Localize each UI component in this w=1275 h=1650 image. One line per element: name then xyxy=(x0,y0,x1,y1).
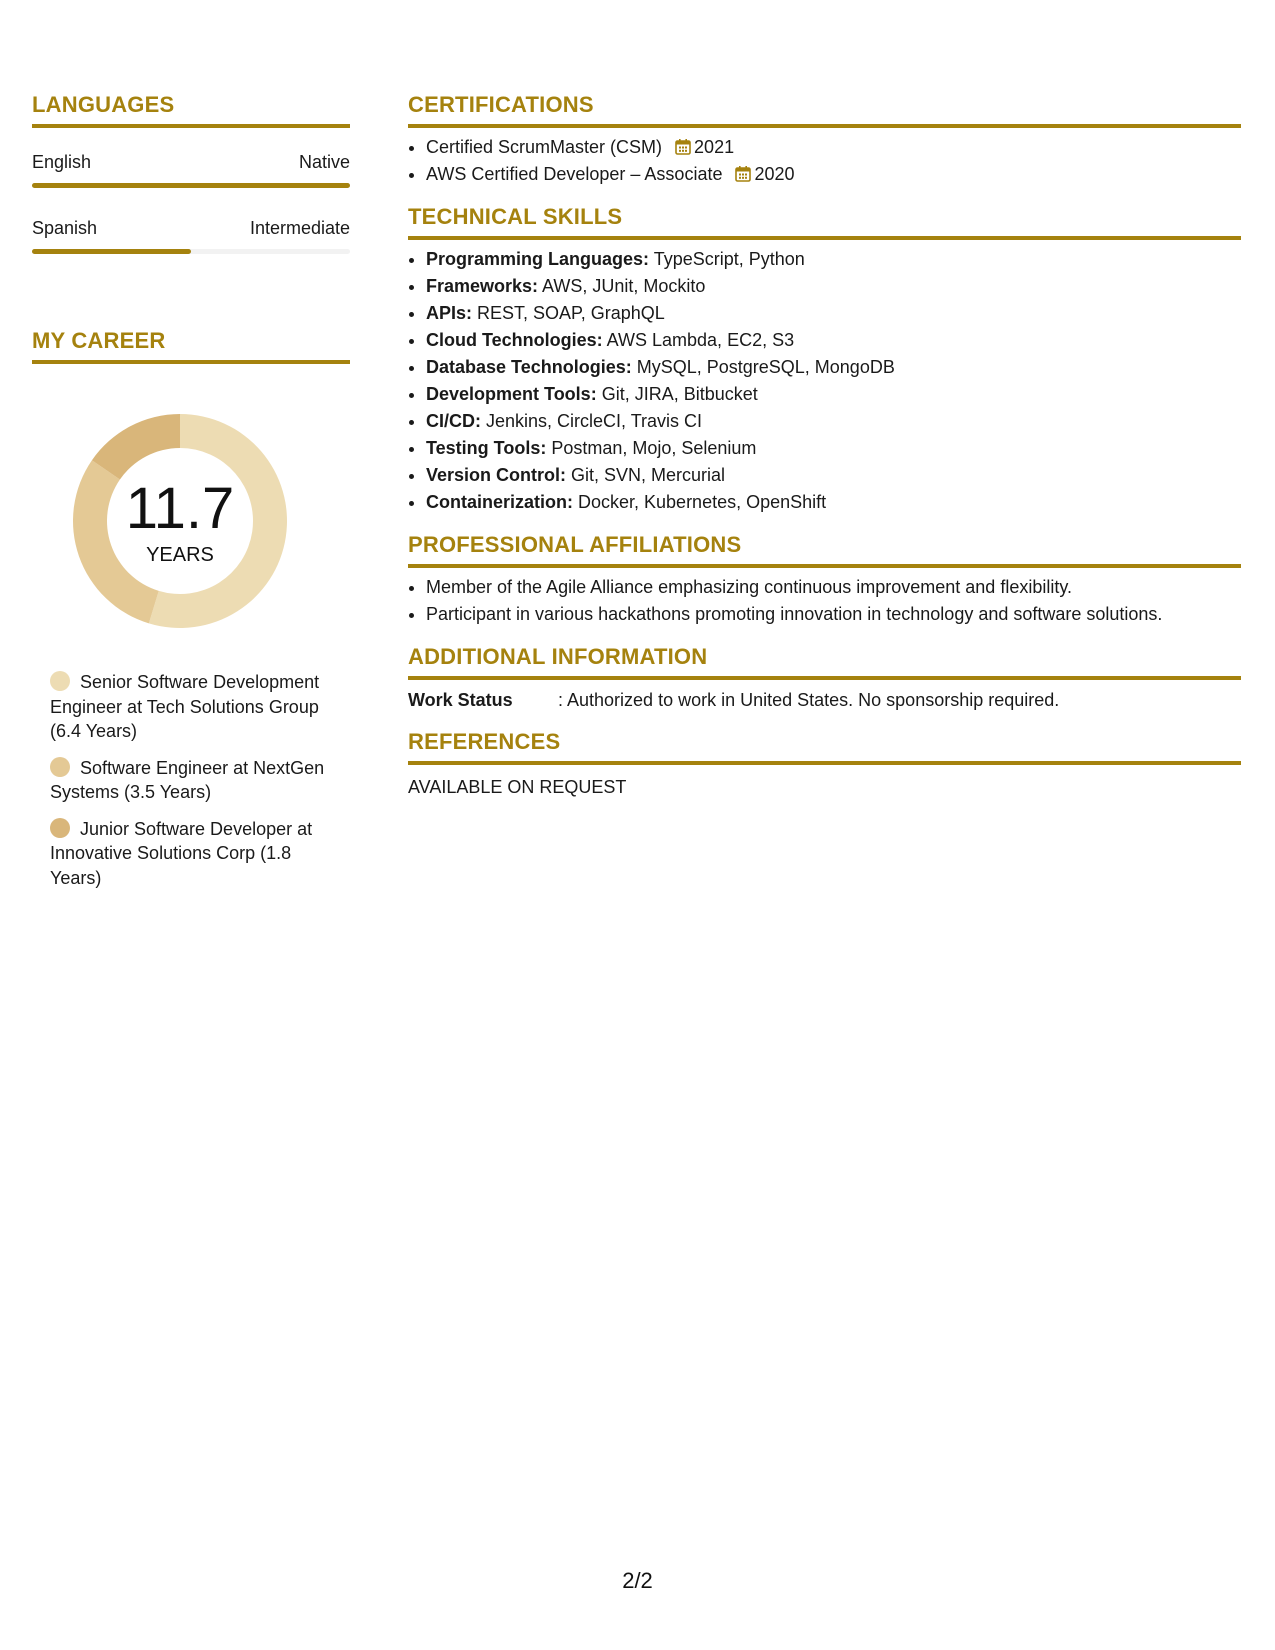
skill-value: AWS, JUnit, Mockito xyxy=(538,276,706,296)
career-legend-item xyxy=(50,670,340,744)
skill-label: Cloud Technologies: xyxy=(426,330,603,350)
work-status-label: Work Status xyxy=(408,690,513,710)
calendar-icon xyxy=(735,165,751,182)
skill-item xyxy=(426,408,1241,435)
language-item xyxy=(32,218,350,254)
skill-value: TypeScript, Python xyxy=(649,249,805,269)
certification-name: Certified ScrumMaster (CSM) xyxy=(426,137,663,157)
legend-dot xyxy=(50,757,70,777)
career-legend-item xyxy=(50,756,340,805)
career-legend-item xyxy=(50,817,340,891)
certification-item xyxy=(426,161,1241,188)
career-legend-label: Senior Software Development Engineer at Tech Solutions Group (6.4 Years) xyxy=(50,672,320,741)
certifications-list xyxy=(408,134,1241,188)
certifications-section xyxy=(408,92,1241,188)
skill-label: Containerization: xyxy=(426,492,573,512)
skill-item xyxy=(426,462,1241,489)
languages-section xyxy=(32,92,350,254)
work-status-value: : Authorized to work in United States. No sponsorship required. xyxy=(558,690,1060,710)
left-column xyxy=(32,0,350,902)
skill-value: Git, JIRA, Bitbucket xyxy=(596,384,758,404)
skill-value: MySQL, PostgreSQL, MongoDB xyxy=(631,357,895,377)
skill-label: Frameworks: xyxy=(426,276,539,296)
references-title: REFERENCES xyxy=(408,729,1241,765)
career-legend xyxy=(50,670,340,890)
skill-label: Database Technologies: xyxy=(426,357,632,377)
career-section xyxy=(32,328,350,890)
certifications-title: CERTIFICATIONS xyxy=(408,92,1241,128)
skill-label: Testing Tools: xyxy=(426,438,547,458)
affiliation-item: • Participant in various hackathons promoting innovation in technology and software solutions. xyxy=(426,601,1241,628)
right-column xyxy=(408,0,1241,798)
affiliations-section xyxy=(408,532,1241,628)
skill-value: Docker, Kubernetes, OpenShift xyxy=(573,492,827,512)
skill-value: Jenkins, CircleCI, Travis CI xyxy=(481,411,703,431)
career-donut-chart xyxy=(67,408,293,634)
work-status-row xyxy=(408,690,1241,711)
language-level-bar xyxy=(32,249,350,254)
skill-item xyxy=(426,273,1241,300)
languages-title: LANGUAGES xyxy=(32,92,350,128)
career-total-years: 11.7 xyxy=(125,475,235,541)
career-years-label: YEARS xyxy=(146,543,214,566)
skill-label: Development Tools: xyxy=(426,384,597,404)
language-level-bar xyxy=(32,183,350,188)
additional-info-section xyxy=(408,644,1241,711)
legend-dot xyxy=(50,818,70,838)
affiliations-title: PROFESSIONAL AFFILIATIONS xyxy=(408,532,1241,568)
skill-item xyxy=(426,300,1241,327)
language-name: English xyxy=(32,152,92,172)
certification-year: 2020 xyxy=(754,164,795,184)
skill-item xyxy=(426,246,1241,273)
career-title: MY CAREER xyxy=(32,328,350,364)
affiliations-list xyxy=(408,574,1241,628)
skills-section xyxy=(408,204,1241,516)
skill-value: Postman, Mojo, Selenium xyxy=(546,438,757,458)
certification-year: 2021 xyxy=(694,137,735,157)
language-level-fill xyxy=(32,183,350,188)
certification-item xyxy=(426,134,1241,161)
language-item xyxy=(32,152,350,188)
additional-info-title: ADDITIONAL INFORMATION xyxy=(408,644,1241,680)
skill-label: APIs: xyxy=(426,303,473,323)
affiliation-item: • Member of the Agile Alliance emphasizing continuous improvement and flexibility. xyxy=(426,574,1241,601)
skill-label: CI/CD: xyxy=(426,411,481,431)
skills-title: TECHNICAL SKILLS xyxy=(408,204,1241,240)
skill-value: Git, SVN, Mercurial xyxy=(566,465,726,485)
skill-label: Programming Languages: xyxy=(426,249,650,269)
language-level: Native xyxy=(298,152,350,172)
calendar-icon xyxy=(675,138,691,155)
language-level: Intermediate xyxy=(249,218,350,238)
career-legend-label: Junior Software Developer at Innovative Solutions Corp (1.8 Years) xyxy=(50,818,313,888)
references-text: AVAILABLE ON REQUEST xyxy=(408,777,627,797)
skill-item xyxy=(426,354,1241,381)
skill-item xyxy=(426,381,1241,408)
skill-value: REST, SOAP, GraphQL xyxy=(472,303,665,323)
language-name: Spanish xyxy=(32,218,98,238)
legend-dot xyxy=(50,671,70,691)
references-section xyxy=(408,729,1241,798)
skills-list xyxy=(408,246,1241,516)
skill-label: Version Control: xyxy=(426,465,567,485)
skill-value: AWS Lambda, EC2, S3 xyxy=(602,330,795,350)
certification-name: AWS Certified Developer – Associate xyxy=(426,164,723,184)
skill-item xyxy=(426,327,1241,354)
skill-item xyxy=(426,489,1241,516)
page-number: 2/2 xyxy=(622,1568,653,1593)
career-legend-label: Software Engineer at NextGen Systems (3.5 Years) xyxy=(50,757,325,802)
language-level-fill xyxy=(32,249,191,254)
skill-item xyxy=(426,435,1241,462)
